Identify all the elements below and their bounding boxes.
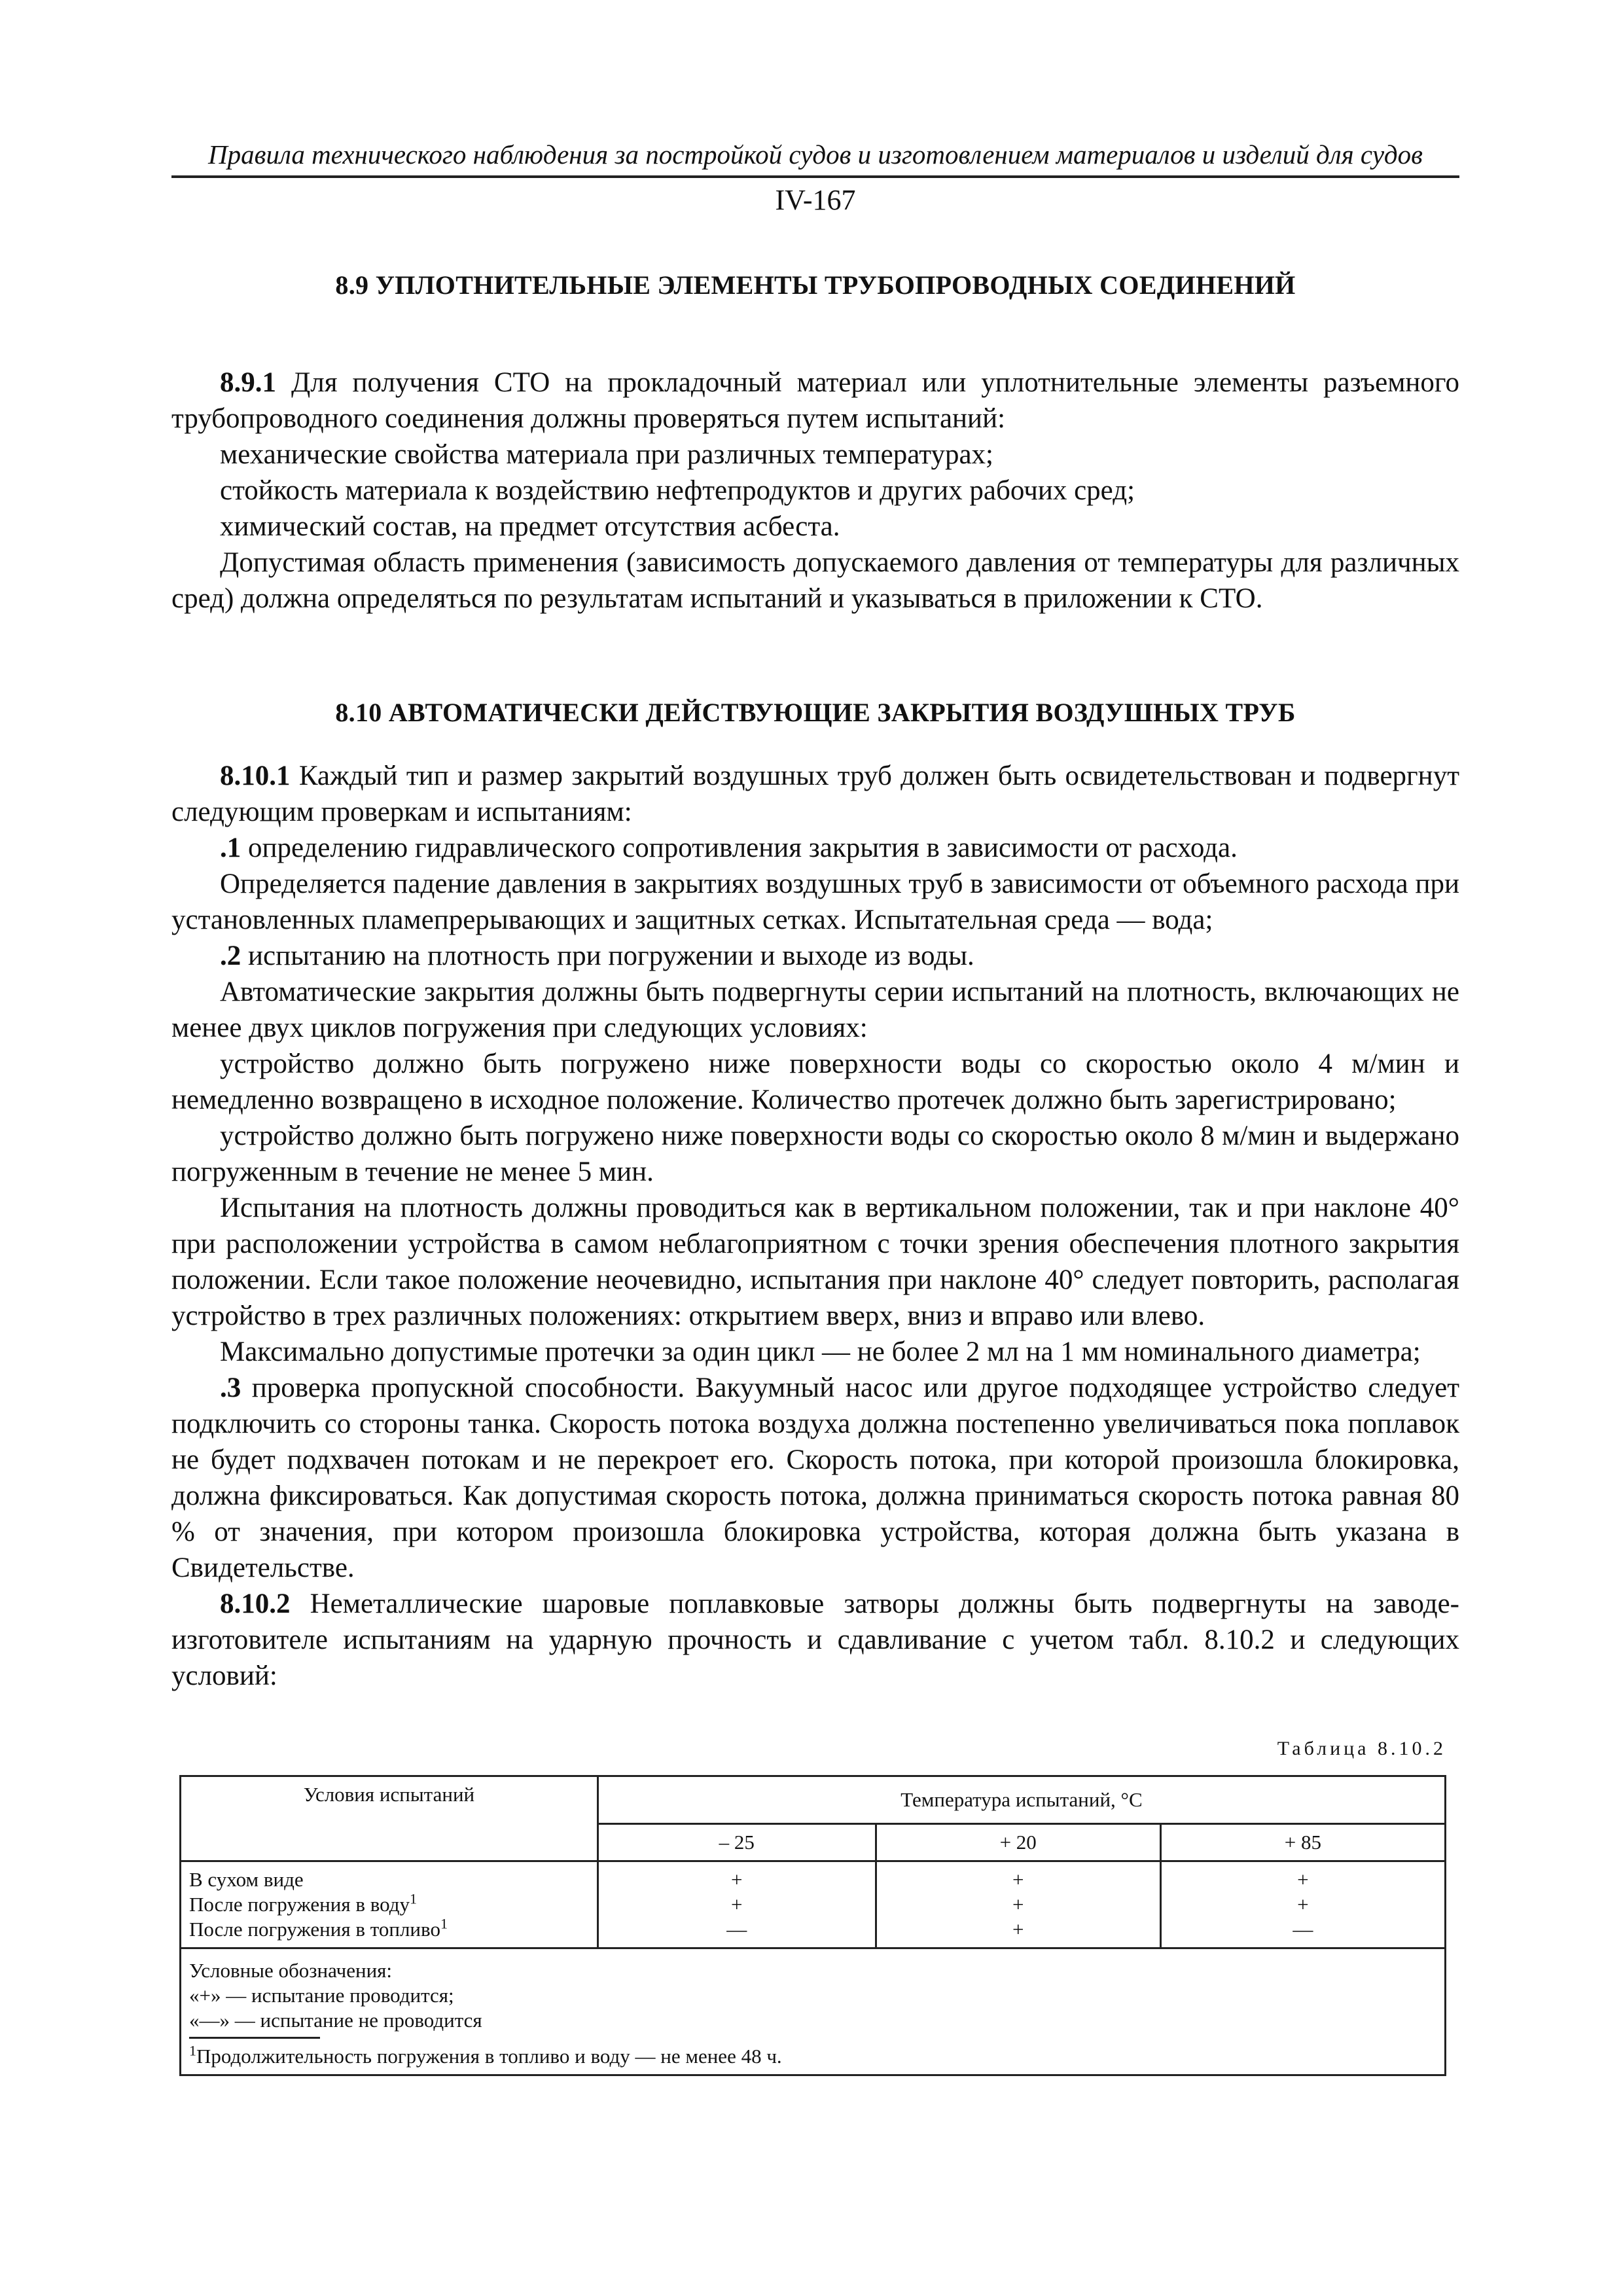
item-text: определению гидравлического сопротивления закрытия в зависимости от расхода. bbox=[241, 833, 1238, 863]
section-8-10-body bbox=[171, 758, 1459, 1694]
list-item-3 bbox=[171, 1370, 1459, 1586]
paragraph: устройство должно быть погружено ниже поверхности воды со скоростью около 4 м/мин и немедленно возвращено в исходное положение. Количество протечек должно быть зарегистрировано; bbox=[171, 1049, 1459, 1115]
footnote-mark: 1 bbox=[189, 2042, 196, 2059]
row-label-wrap bbox=[189, 1917, 589, 1942]
table-row bbox=[181, 1861, 1446, 1948]
cell-value: + bbox=[1297, 1868, 1309, 1891]
cell-value: + bbox=[1297, 1893, 1309, 1916]
paragraph-8-9-1 bbox=[171, 365, 1459, 437]
paragraph-text: Для получения СТО на прокладочный материал или уплотнительные элементы разъемного трубопроводного соединения должны проверяться путем испытаний: bbox=[171, 367, 1459, 434]
paragraph: Определяется падение давления в закрытиях воздушных труб в зависимости от объемного расхода при установленных пламепрерывающих и защитных сетках. Испытательная среда — вода; bbox=[171, 869, 1459, 935]
cell-value: — bbox=[1293, 1918, 1313, 1941]
legend-minus: «—» — испытание не проводится bbox=[189, 2009, 482, 2032]
clause-number: 8.10.1 bbox=[220, 761, 291, 791]
item-text: испытанию на плотность при погружении и выходе из воды. bbox=[241, 941, 974, 971]
header-conditions: Условия испытаний bbox=[181, 1776, 598, 1861]
list-item-1 bbox=[171, 830, 1459, 866]
cell-value: — bbox=[726, 1918, 747, 1941]
row-label: В сухом виде bbox=[189, 1868, 304, 1891]
header-temp-1: – 25 bbox=[597, 1824, 876, 1861]
section-8-9-body bbox=[171, 365, 1459, 617]
header-temp-3: + 85 bbox=[1160, 1824, 1445, 1861]
test-conditions-table bbox=[179, 1775, 1446, 2076]
footnote bbox=[189, 2044, 1436, 2069]
cell-value: + bbox=[1012, 1918, 1024, 1941]
cell-value: + bbox=[731, 1893, 743, 1916]
cell-value: + bbox=[1012, 1893, 1024, 1916]
header-temp-2: + 20 bbox=[876, 1824, 1160, 1861]
col-plus-85 bbox=[1160, 1861, 1445, 1948]
item-text: проверка пропускной способности. Вакуумный насос или другое подходящее устройство следует подключить со стороны танка. Скорость потока воздуха должна постепенно увеличиваться пока поплавок не будет подхвачен потокам и не перекроет его. Скорость потока, при которой произошла блокировка, должна фиксироваться. Как допустимая скорость потока, должна приниматься скорость потока равная 80 % от значения, при котором произошла блокировка устройства, которая должна быть указана в Свидетельстве. bbox=[171, 1372, 1459, 1583]
footnote-text: Продолжительность погружения в топливо и воду — не менее 48 ч. bbox=[196, 2045, 782, 2068]
paragraph-text: Неметаллические шаровые поплавковые затворы должны быть подвергнуты на заводе-изготовителе испытаниям на ударную прочность и сдавливание с учетом табл. 8.10.2 и следующих условий: bbox=[171, 1588, 1459, 1691]
legend-plus: «+» — испытание проводится; bbox=[189, 1984, 454, 2007]
paragraph-8-10-2 bbox=[171, 1586, 1459, 1694]
row-label: После погружения в воду bbox=[189, 1893, 410, 1916]
row-label: После погружения в топливо bbox=[189, 1918, 440, 1941]
section-8-9-title: 8.9 УПЛОТНИТЕЛЬНЫЕ ЭЛЕМЕНТЫ ТРУБОПРОВОДНЫХ СОЕДИНЕНИЙ bbox=[335, 270, 1296, 300]
item-number: .1 bbox=[220, 833, 241, 863]
list-item: механические свойства материала при различных температурах; bbox=[220, 439, 993, 470]
section-8-10-title: 8.10 АВТОМАТИЧЕСКИ ДЕЙСТВУЮЩИЕ ЗАКРЫТИЯ ВОЗДУШНЫХ ТРУБ bbox=[335, 698, 1296, 727]
footnote-mark: 1 bbox=[440, 1915, 448, 1932]
row-labels bbox=[181, 1861, 598, 1948]
list-item: химический состав, на предмет отсутствия асбеста. bbox=[220, 511, 840, 542]
paragraph-text: Каждый тип и размер закрытий воздушных труб должен быть освидетельствован и подвергнут следующим проверкам и испытаниям: bbox=[171, 761, 1459, 827]
table-caption: Таблица 8.10.2 bbox=[1277, 1738, 1446, 1759]
paragraph: Автоматические закрытия должны быть подвергнуты серии испытаний на плотность, включающих не менее двух циклов погружения при следующих условиях: bbox=[171, 977, 1459, 1043]
paragraph: Максимально допустимые протечки за один цикл — не более 2 мл на 1 мм номинального диаметра; bbox=[220, 1336, 1421, 1367]
header-rule bbox=[171, 175, 1459, 178]
cell-value: + bbox=[731, 1868, 743, 1891]
clause-number: 8.9.1 bbox=[220, 367, 276, 398]
paragraph: Испытания на плотность должны проводиться как в вертикальном положении, так и при наклоне 40° при расположении устройства в самом неблагоприятном с точки зрения обеспечения плотного закрытия положении. Если такое положение неочевидно, испытания при наклоне 40° следует повторить, располагая устройство в трех различных положениях: открытием вверх, вниз и вправо или влево. bbox=[171, 1193, 1459, 1331]
paragraph: Допустимая область применения (зависимость допускаемого давления от температуры для различных сред) должна определяться по результатам испытаний и указываться в приложении к СТО. bbox=[171, 547, 1459, 614]
item-number: .3 bbox=[220, 1372, 241, 1403]
item-number: .2 bbox=[220, 941, 241, 971]
page-number: IV-167 bbox=[775, 184, 856, 216]
legend-row bbox=[181, 1948, 1446, 2075]
header-temperature: Температура испытаний, °С bbox=[597, 1776, 1445, 1824]
list-item: стойкость материала к воздействию нефтепродуктов и других рабочих сред; bbox=[220, 475, 1135, 506]
legend-title: Условные обозначения: bbox=[189, 1959, 393, 1982]
clause-number: 8.10.2 bbox=[220, 1588, 291, 1619]
paragraph: устройство должно быть погружено ниже поверхности воды со скоростью около 8 м/мин и выдержано погруженным в течение не менее 5 мин. bbox=[171, 1121, 1459, 1187]
footnote-mark: 1 bbox=[410, 1890, 418, 1907]
cell-value: + bbox=[1012, 1868, 1024, 1891]
running-header: Правила технического наблюдения за постройкой судов и изготовлением материалов и изделий для судов bbox=[208, 139, 1423, 170]
col-minus-25 bbox=[597, 1861, 876, 1948]
list-item-2 bbox=[171, 938, 1459, 974]
legend-cell bbox=[181, 1948, 1446, 2075]
col-plus-20 bbox=[876, 1861, 1160, 1948]
footnote-rule bbox=[189, 2037, 320, 2039]
paragraph-8-10-1 bbox=[171, 758, 1459, 830]
row-label-wrap bbox=[189, 1892, 589, 1917]
